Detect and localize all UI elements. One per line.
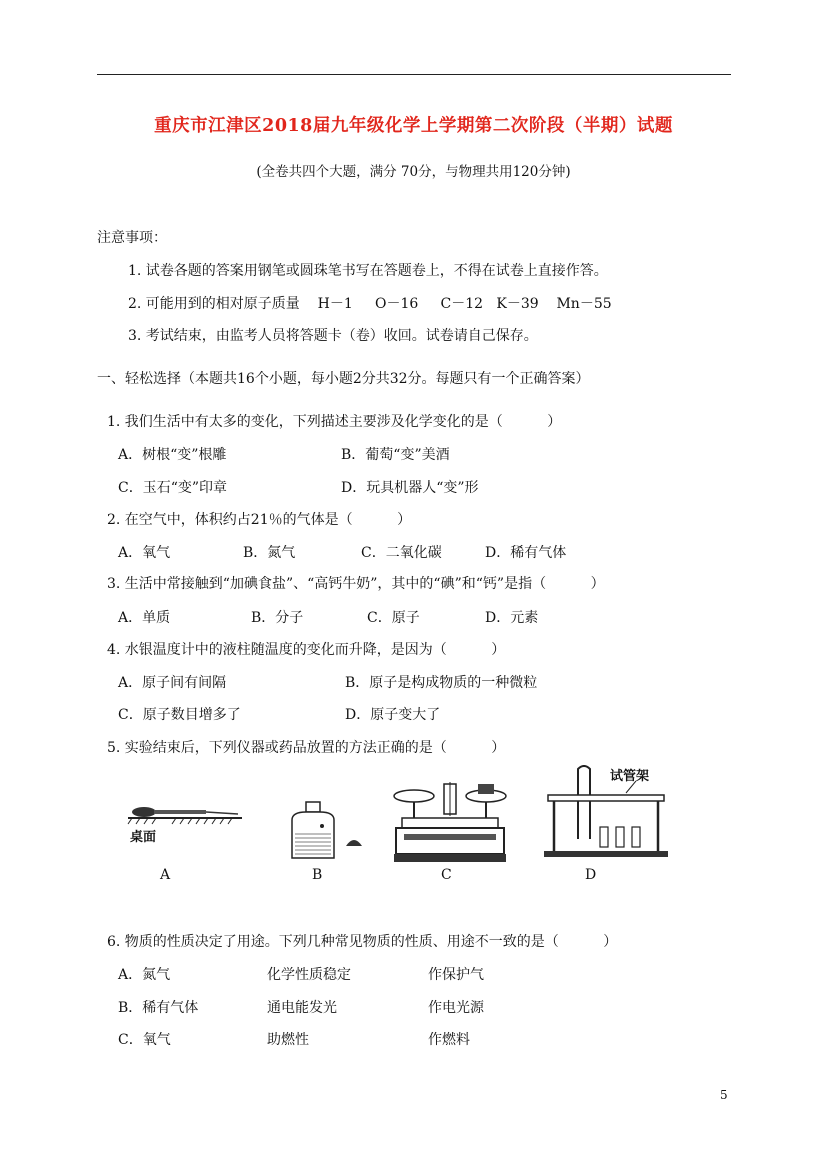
option: D．稀有气体: [485, 545, 567, 561]
option: B．葡萄“变”美酒: [341, 447, 450, 463]
note-item: 2. 可能用到的相对原子质量 H－1 O－16 C－12 K－39 Mn－55: [128, 296, 612, 312]
figure-c-balance: [390, 780, 510, 866]
option: A．氧气: [118, 545, 171, 561]
option: D．玩具机器人“变”形: [341, 480, 479, 496]
notes-heading: 注意事项：: [97, 230, 167, 246]
option: B．氮气: [243, 545, 296, 561]
question-stem: 5. 实验结束后，下列仪器或药品放置的方法正确的是（ ）: [107, 740, 506, 756]
table-cell: 助燃性: [267, 1032, 309, 1048]
option: B．原子是构成物质的一种微粒: [345, 675, 538, 691]
option: D．元素: [485, 610, 539, 626]
table-cell: 化学性质稳定: [267, 967, 351, 983]
section-heading: 一、轻松选择（本题共16个小题，每小题2分共32分。每题只有一个正确答案）: [97, 371, 590, 387]
option: B．分子: [251, 610, 304, 626]
note-item: 3. 考试结束，由监考人员将答题卡（卷）收回。试卷请自己保存。: [128, 328, 538, 344]
table-cell: C．氧气: [118, 1032, 171, 1048]
option: C．原子: [367, 610, 420, 626]
note-item: 1. 试卷各题的答案用钢笔或圆珠笔书写在答题卷上，不得在试卷上直接作答。: [128, 263, 608, 279]
header-rule: [97, 74, 731, 75]
table-cell: 作保护气: [428, 967, 484, 983]
table-cell: 通电能发光: [267, 1000, 337, 1016]
option: A．树根“变”根雕: [118, 447, 227, 463]
option: C．玉石“变”印章: [118, 480, 228, 496]
table-cell: B．稀有气体: [118, 1000, 199, 1016]
table-cell: A．氮气: [118, 967, 171, 983]
figure-label: D: [585, 867, 597, 883]
question-stem: 3. 生活中常接触到“加碘食盐”、“高钙牛奶”，其中的“碘”和“钙”是指（ ）: [107, 576, 605, 592]
table-cell: 作燃料: [428, 1032, 470, 1048]
option: A．原子间有间隔: [118, 675, 227, 691]
page-subtitle: (全卷共四个大题，满分 70分，与物理共用120分钟): [256, 164, 571, 180]
table-cell: 作电光源: [428, 1000, 484, 1016]
option: C．原子数目增多了: [118, 707, 241, 723]
figure-label: C: [441, 867, 452, 883]
figure-label: A: [160, 867, 171, 883]
page-title: 重庆市江津区2018届九年级化学上学期第二次阶段（半期）试题: [154, 116, 673, 136]
question-stem: 6. 物质的性质决定了用途。下列几种常见物质的性质、用途不一致的是（ ）: [107, 934, 618, 950]
question-stem: 1. 我们生活中有太多的变化，下列描述主要涉及化学变化的是（ ）: [107, 414, 562, 430]
figure-label: B: [312, 867, 323, 883]
figure-d-test-tube-rack: [540, 765, 670, 861]
option: A．单质: [118, 610, 171, 626]
page-number: 5: [720, 1088, 728, 1102]
rack-label: 试管架: [610, 769, 650, 784]
desk-label: 桌面: [128, 826, 158, 845]
question-stem: 4. 水银温度计中的液柱随温度的变化而升降，是因为（ ）: [107, 642, 506, 658]
option: D．原子变大了: [345, 707, 441, 723]
option: C．二氧化碳: [361, 545, 442, 561]
question-stem: 2. 在空气中，体积约占21％的气体是（ ）: [107, 512, 412, 528]
figure-b-open-bottle: [286, 800, 366, 862]
